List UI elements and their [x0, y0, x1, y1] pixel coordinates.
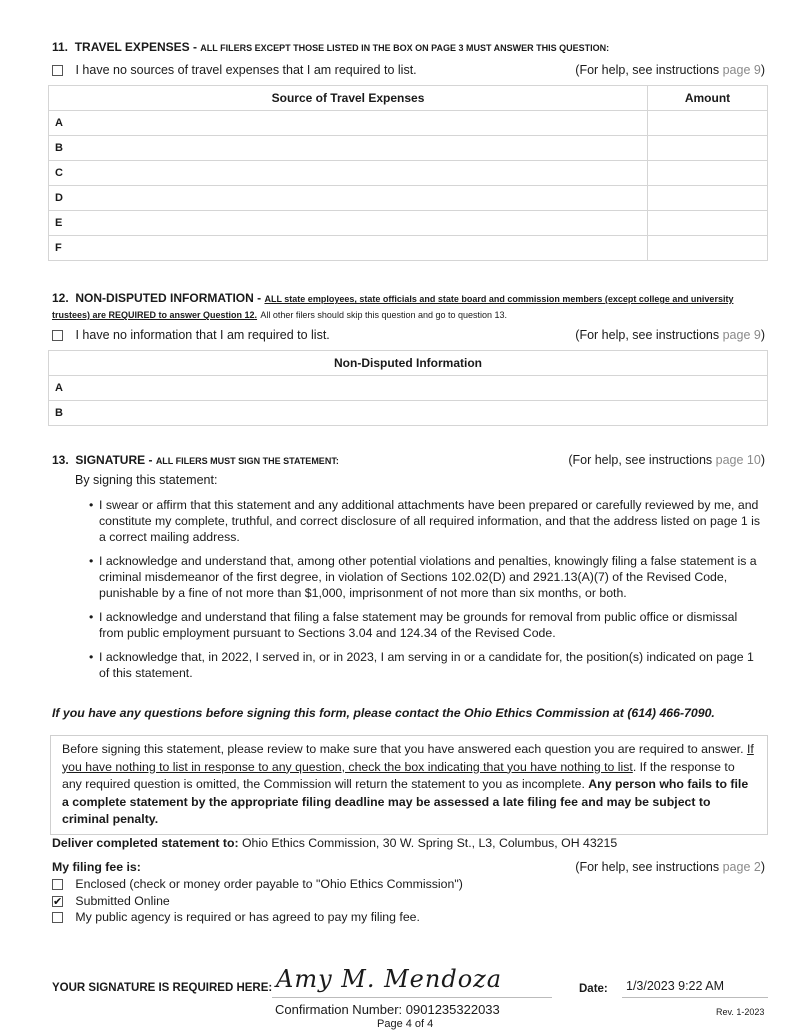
table-row: [49, 111, 768, 136]
q11-no-sources-label: I have no sources of travel expenses that I am required to list.: [75, 63, 417, 77]
amount-cell[interactable]: [648, 136, 768, 161]
table-row: [49, 376, 768, 401]
review-text-intro: Before signing this statement, please review to make sure that you have answered each question you are required to answer.: [62, 742, 744, 756]
signature-affirmations: [89, 497, 761, 689]
q11-help: [575, 63, 765, 77]
filing-fee-options: [52, 876, 463, 926]
page-number: Page 4 of 4: [377, 1018, 434, 1030]
amount-cell[interactable]: [648, 186, 768, 211]
filing-fee-help: [575, 860, 765, 874]
row-label: E: [49, 211, 648, 236]
q12-no-info-checkbox[interactable]: [52, 330, 63, 341]
q13-number: 13.: [52, 453, 69, 467]
column-header-amount: Amount: [648, 86, 768, 111]
signature-field[interactable]: [272, 965, 552, 998]
table-row: [49, 186, 768, 211]
filing-fee-option-agency[interactable]: [52, 909, 463, 926]
row-label: B: [49, 136, 648, 161]
affirmation-item: • I acknowledge that, in 2022, I served in, or in 2023, I am serving in or a candidate for, the position(s) indicated on page 1 of this statement.: [89, 649, 761, 681]
table-row: [49, 401, 768, 426]
deliver-address: Ohio Ethics Commission, 30 W. Spring St., L3, Columbus, OH 43215: [241, 836, 618, 850]
q12-no-info-option[interactable]: [52, 328, 330, 342]
q13-help: [568, 453, 765, 467]
q12-help: [575, 328, 765, 342]
q11-help-page-link[interactable]: page 9: [722, 63, 761, 77]
review-text-incomplete: . If the response to any required question is omitted, the Commission will return the statement to you as incomplete.: [62, 759, 735, 791]
signature-label: YOUR SIGNATURE IS REQUIRED HERE:: [52, 982, 273, 994]
q12-title: NON-DISPUTED INFORMATION -: [75, 291, 262, 305]
review-text-nothing-to-list: If you have nothing to list in response to any question, check the box indicating that you have nothing to list: [62, 742, 754, 774]
q12-number: 12.: [52, 291, 69, 305]
q13-help-page-link[interactable]: page 10: [715, 453, 761, 467]
help-suffix: ): [760, 453, 765, 467]
q12-help-page-link[interactable]: page 9: [722, 328, 761, 342]
row-label: F: [49, 236, 648, 261]
filing-fee-label: My filing fee is:: [52, 860, 141, 874]
date-value: 1/3/2023 9:22 AM: [626, 979, 724, 993]
deliver-label: Deliver completed statement to:: [52, 836, 239, 850]
amount-cell[interactable]: [648, 211, 768, 236]
amount-cell[interactable]: [648, 236, 768, 261]
column-header-non-disputed: Non-Disputed Information: [49, 351, 768, 376]
q13-title: SIGNATURE -: [75, 453, 153, 467]
q12-heading: [52, 291, 762, 323]
table-row: [49, 136, 768, 161]
row-label: C: [49, 161, 648, 186]
q12-subtitle-required: ALL state employees, state officials and state board and commission members (except college and university trustees) are REQUIRED to answer Question 12.: [52, 294, 734, 320]
confirmation-number: Confirmation Number: 0901235322033: [275, 1002, 500, 1017]
q11-no-sources-option[interactable]: [52, 63, 417, 77]
filing-fee-help-page-link[interactable]: page 2: [722, 860, 761, 874]
agency-pays-label: My public agency is required or has agreed to pay my filing fee.: [75, 910, 420, 924]
row-label[interactable]: B: [49, 401, 768, 426]
review-text-penalty: Any person who fails to file a complete statement by the appropriate filing deadline may be assessed a late filing fee and may be subject to criminal penalty.: [62, 777, 749, 826]
filing-fee-option-enclosed[interactable]: [52, 876, 463, 893]
table-row: [49, 161, 768, 186]
q13-intro: By signing this statement:: [75, 473, 218, 487]
help-suffix: ): [760, 63, 765, 77]
row-label: A: [49, 111, 648, 136]
q13-heading: [52, 453, 339, 467]
affirmation-item: • I acknowledge and understand that filing a false statement may be grounds for removal from public office or dismissal from public employment pursuant to Sections 3.04 and 124.34 of the Revised Code.: [89, 609, 761, 641]
column-header-source: Source of Travel Expenses: [49, 86, 648, 111]
travel-expenses-table: [48, 85, 768, 261]
non-disputed-table: [48, 350, 768, 426]
q11-heading: [52, 40, 609, 54]
amount-cell[interactable]: [648, 161, 768, 186]
review-notice-box: [50, 735, 768, 835]
submitted-online-checkbox[interactable]: [52, 896, 63, 907]
q12-no-info-label: I have no information that I am required to list.: [75, 328, 330, 342]
affirmation-item: • I swear or affirm that this statement and any additional attachments have been prepared or carefully reviewed by me, and constitute my complete, truthful, and correct disclosure of all required information, and that the address listed on page 1 is a correct mailing address.: [89, 497, 761, 545]
row-label: D: [49, 186, 648, 211]
q13-subtitle: ALL FILERS MUST SIGN THE STATEMENT:: [155, 456, 339, 466]
table-row: [49, 236, 768, 261]
affirmation-item: • I acknowledge and understand that, among other potential violations and penalties, knowingly filing a false statement is a criminal misdemeanor of the first degree, in violation of Sections 102.02(D) and 2921.13(A)(7) of the Revised Code, punishable by a fine of not more than $1,000, imprisonment of not more than six months, or both.: [89, 553, 761, 601]
enclosed-label: Enclosed (check or money order payable to "Ohio Ethics Commission"): [75, 877, 463, 891]
date-field[interactable]: [622, 978, 768, 998]
agency-pays-checkbox[interactable]: [52, 912, 63, 923]
q12-subtitle-skip: All other filers should skip this question and go to question 13.: [260, 310, 508, 320]
help-prefix: (For help, see instructions: [575, 63, 723, 77]
date-label: Date:: [579, 983, 608, 995]
row-label[interactable]: A: [49, 376, 768, 401]
help-prefix: (For help, see instructions: [575, 328, 723, 342]
submitted-online-label: Submitted Online: [75, 893, 170, 908]
filing-fee-option-online[interactable]: [52, 893, 463, 910]
q11-title: TRAVEL EXPENSES -: [74, 40, 197, 54]
deliver-line: [52, 836, 617, 850]
table-header-row: [49, 86, 768, 111]
table-row: [49, 211, 768, 236]
signature-value: Amy M. Mendoza: [276, 965, 503, 993]
revision-label: Rev. 1-2023: [716, 1007, 765, 1017]
help-prefix: (For help, see instructions: [575, 860, 723, 874]
help-suffix: ): [760, 328, 765, 342]
q11-number: 11.: [52, 40, 69, 54]
q11-subtitle: ALL FILERS EXCEPT THOSE LISTED IN THE BOX ON PAGE 3 MUST ANSWER THIS QUESTION:: [200, 43, 610, 53]
help-prefix: (For help, see instructions: [568, 453, 716, 467]
enclosed-checkbox[interactable]: [52, 879, 63, 890]
amount-cell[interactable]: [648, 111, 768, 136]
contact-note: If you have any questions before signing this form, please contact the Ohio Ethics Commission at (614) 466-7090.: [52, 706, 715, 720]
help-suffix: ): [760, 860, 765, 874]
q11-no-sources-checkbox[interactable]: [52, 65, 63, 76]
table-header-row: [49, 351, 768, 376]
